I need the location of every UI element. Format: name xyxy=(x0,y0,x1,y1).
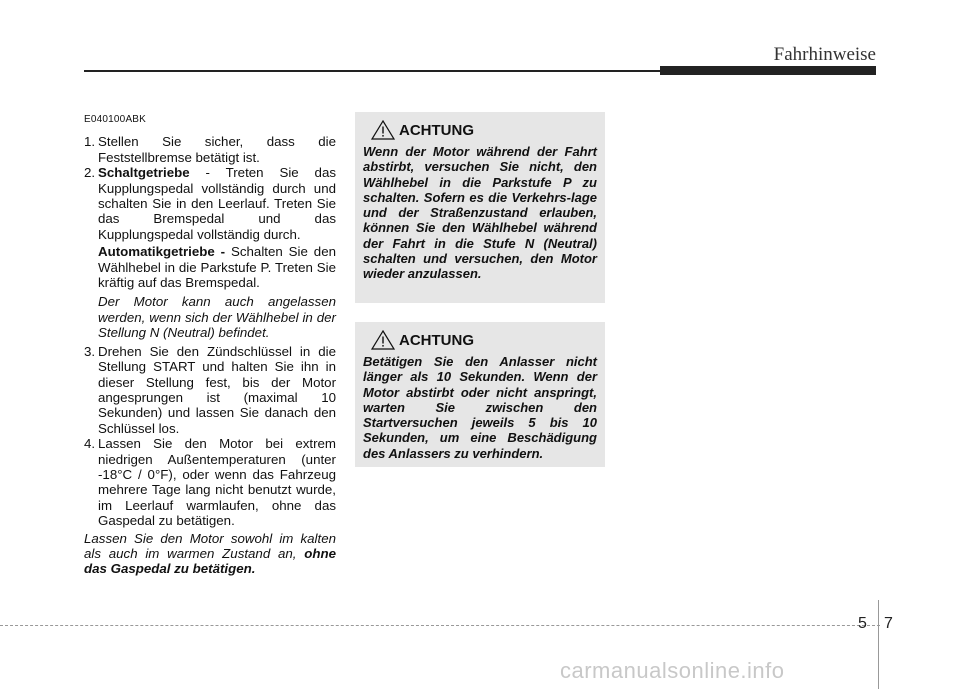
step-number: 4. xyxy=(84,436,96,452)
warning-triangle-icon xyxy=(371,330,395,350)
step-4 xyxy=(84,436,336,528)
warning-box-2 xyxy=(355,322,605,467)
footer-divider xyxy=(878,600,879,689)
step-text: - Treten Sie das Kupplungspedal vollständig durch und schalten Sie in den Leerlauf. Treten Sie das Bremspedal und das Kupplungspedal vollständig durch. xyxy=(98,165,336,242)
step-number: 1. xyxy=(84,134,96,150)
automatic-text: Schalten Sie den Wählhebel in die Parkstufe P. Treten Sie kräftig auf das Bremspedal. xyxy=(98,244,336,291)
step-text: Lassen Sie den Motor bei extrem niedrigen Außentemperaturen (unter -18°C / 0°F), oder wenn das Fahrzeug mehrere Tage lang nicht benutzt wurde, im Leerlauf warmlaufen, ohne das Gaspedal zu betätigen. xyxy=(98,436,336,529)
page-header-title: Fahrhinweise xyxy=(773,44,876,65)
warning-box-1 xyxy=(355,112,605,303)
automatic-transmission-paragraph xyxy=(98,244,336,290)
warning-text: Betätigen Sie den Anlasser nicht länger als 10 Sekunden. Wenn der Motor abstirbt oder nicht anspringt, warten Sie zwischen den Startversuchen jeweils 5 bis 10 Sekunden, um eine Beschädigung des Anlassers zu verhindern. xyxy=(363,354,597,461)
warning-text: Wenn der Motor während der Fahrt abstirbt, versuchen Sie nicht, den Wählhebel in die Parkstufe P zu schalten. Sofern es die Verkehrs-lage und der Straßenzustand erlauben, können Sie den Wählhebel während der Fahrt in die Stufe N (Neutral) schalten und versuchen, den Motor wieder anzulassen. xyxy=(363,144,597,282)
warning-title: ACHTUNG xyxy=(399,331,474,349)
section-code: E040100ABK xyxy=(84,114,147,125)
step-text: Drehen Sie den Zündschlüssel in die Stellung START und halten Sie ihn in dieser Stellung fest, bis der Motor angesprungen ist (maximal 10 Sekunden) und lassen Sie danach den Schlüssel los. xyxy=(98,343,336,436)
watermark: carmanualsonline.info xyxy=(560,658,785,683)
final-note: Lassen Sie den Motor sowohl im kalten als auch im warmen Zustand an, ohne das Gaspedal zu betätigen. xyxy=(84,530,336,577)
step-number: 2. xyxy=(84,165,96,181)
step-bold-label: Schaltgetriebe xyxy=(98,165,190,181)
warning-title: ACHTUNG xyxy=(399,121,474,139)
final-note-bold: ohne das Gaspedal zu betätigen. xyxy=(84,545,336,577)
header-rule-thick xyxy=(660,66,876,75)
page-number: 7 xyxy=(884,615,893,632)
instructions-column xyxy=(84,112,336,577)
footer-rule xyxy=(0,625,880,626)
automatic-note: Der Motor kann auch angelassen werden, wenn sich der Wählhebel in der Stellung N (Neutral) befindet. xyxy=(98,294,336,341)
step-text: Stellen Sie sicher, dass die Feststellbremse betätigt ist. xyxy=(98,134,336,165)
step-number: 3. xyxy=(84,343,96,359)
step-3 xyxy=(84,344,336,436)
step-2 xyxy=(84,165,336,242)
step-1 xyxy=(84,134,336,165)
header-rule-thin xyxy=(84,70,664,72)
automatic-label: Automatikgetriebe - xyxy=(98,244,226,260)
warning-triangle-icon xyxy=(371,120,395,140)
chapter-number: 5 xyxy=(858,615,867,632)
